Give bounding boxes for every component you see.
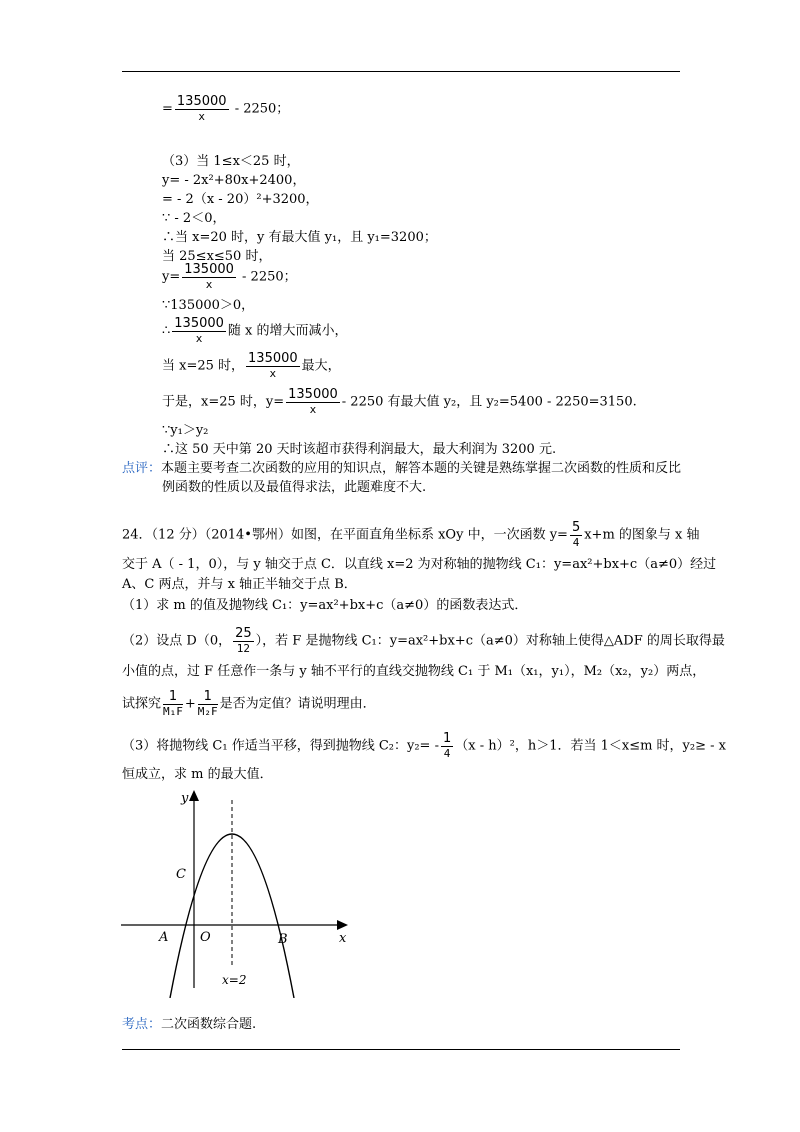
dianping-line-1: 点评：本题主要考查二次函数的应用的知识点，解答本题的关键是熟练掌握二次函数的性质和反比 (122, 461, 682, 476)
problem-line-1: 24．（12 分）（2014•鄂州）如图，在平面直角坐标系 xOy 中，一次函数 y= $\frac{5}{4}$ x+m 的图象与 x 轴 (122, 520, 700, 549)
solution-line-5: ∵ - 2＜0， (162, 211, 226, 226)
problem-line-5: （2）设点 D（0， $\frac{25}{12}$ ），若 F 是抛物线 C₁：y=ax²+bx+c（a≠0）对称轴上使得△ADF 的周长取得最 (122, 626, 725, 655)
x-axis-arrow (337, 920, 348, 930)
solution-line-10: ∴ $\frac{135000}{x}$ 随 x 的增大而减小， (162, 316, 348, 345)
top-rule (122, 71, 680, 72)
solution-line-6: ∴当 x=20 时，y 有最大值 y₁，且 y₁=3200； (162, 230, 437, 245)
fraction-135000-x: $\frac{135000}{x}$ (176, 94, 227, 123)
solution-line-11: 当 x=25 时， $\frac{135000}{x}$ 最大， (162, 351, 341, 380)
fraction-135000-x: $\frac{135000}{x}$ (288, 387, 338, 416)
problem-line-2: 交于 A（ - 1，0），与 y 轴交于点 C．以直线 x=2 为对称轴的抛物线 C₁：y=ax²+bx+c（a≠0）经过 (122, 557, 717, 572)
solution-line-1: = $\frac{135000}{x}$ - 2250； (162, 94, 290, 123)
solution-line-8: y= $\frac{135000}{x}$ - 2250； (162, 262, 297, 291)
origin-label: O (200, 930, 211, 945)
kaodian-line: 考点：二次函数综合题. (122, 1017, 257, 1032)
fraction-1-4: $\frac{1}{4}$ (442, 731, 452, 760)
fraction-135000-x: $\frac{135000}{x}$ (184, 262, 234, 291)
fraction-135000-x: $\frac{135000}{x}$ (174, 316, 224, 345)
solution-line-13: ∵y₁＞y₂ (162, 423, 209, 438)
solution-line-3: y= - 2x²+80x+2400， (162, 173, 306, 188)
solution-line-14: ∴这 50 天中第 20 天时该超市获得利润最大，最大利润为 3200 元. (162, 442, 557, 457)
problem-line-3: A、C 两点，并与 x 轴正半轴交于点 B． (122, 577, 357, 592)
fraction-1-m1f: $\frac{1}{\text{M₁F}}$ (163, 689, 183, 718)
solution-line-12: 于是，x=25 时，y= $\frac{135000}{x}$ - 2250 有最大值 y₂，且 y₂=5400 - 2250=3150. (162, 387, 637, 416)
solution-line-7: 当 25≤x≤50 时， (162, 249, 272, 264)
problem-line-8: （3）将抛物线 C₁ 作适当平移，得到抛物线 C₂：y₂= - $\frac{1}{4}$ （x - h）²，h＞1．若当 1＜x≤m 时，y₂≥ - x (122, 731, 726, 760)
problem-line-9: 恒成立，求 m 的最大值． (122, 767, 273, 782)
point-a-label: A (159, 930, 169, 945)
fraction-5-4: $\frac{5}{4}$ (571, 520, 581, 549)
dianping-label: 点评： (122, 461, 162, 476)
symmetry-line-label: x=2 (222, 973, 247, 987)
point-b-label: B (278, 932, 288, 947)
fraction-1-m2f: $\frac{1}{\text{M₂F}}$ (197, 689, 218, 718)
problem-line-7: 试探究 $\frac{1}{\text{M₁F}}$ + $\frac{1}{\text{M₂F}}$ 是否为定值？请说明理由． (122, 689, 376, 718)
problem-line-4: （1）求 m 的值及抛物线 C₁：y=ax²+bx+c（a≠0）的函数表达式． (122, 598, 528, 613)
problem-line-6: 小值的点，过 F 任意作一条与 y 轴不平行的直线交抛物线 C₁ 于 M₁（x₁，y₁），M₂（x₂，y₂）两点， (122, 664, 706, 679)
y-axis-arrow (189, 790, 199, 801)
kaodian-label: 考点： (122, 1017, 162, 1032)
x-axis-label: x (339, 931, 347, 946)
point-c-label: C (176, 867, 186, 882)
solution-line-9: ∵135000＞0， (162, 298, 255, 313)
solution-line-4: = - 2（x - 20）²+3200， (162, 192, 319, 207)
fraction-25-12: $\frac{25}{12}$ (235, 626, 252, 655)
fraction-135000-x: $\frac{135000}{x}$ (248, 351, 298, 380)
bottom-rule (122, 1049, 680, 1050)
parabola-graph (118, 788, 363, 998)
dianping-line-2: 例函数的性质以及最值得求法，此题难度不大. (162, 480, 427, 495)
solution-line-2: （3）当 1≤x＜25 时， (162, 154, 300, 169)
y-axis-label: y (181, 791, 189, 806)
